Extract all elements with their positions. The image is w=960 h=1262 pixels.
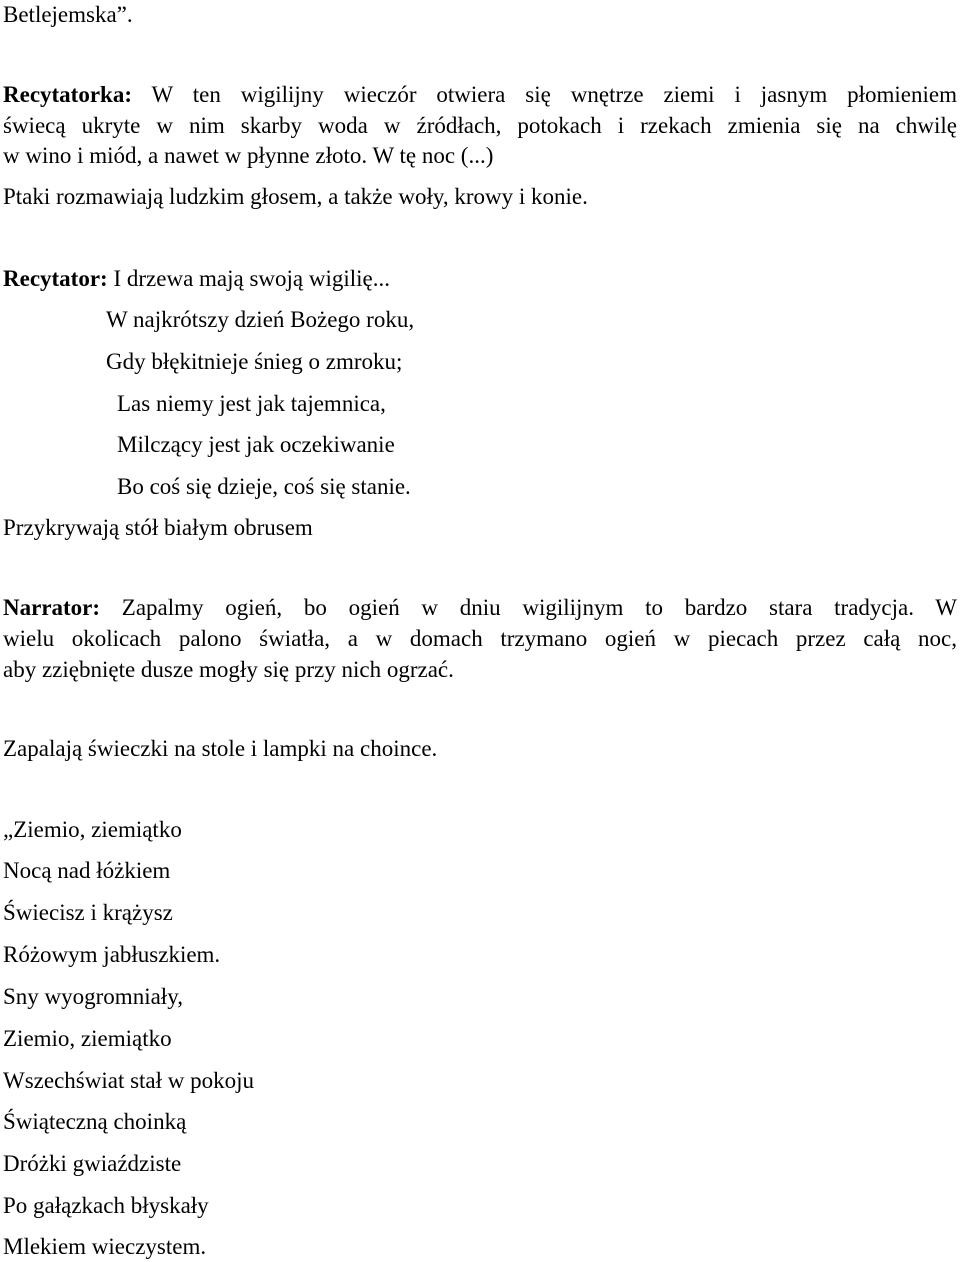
recytatorka-text-1: W ten wigilijny wieczór otwiera się wnętrze ziemi i jasnym płomieniem [151, 82, 957, 107]
recytator-text-1: I drzewa mają swoją wigilię... [113, 266, 391, 291]
poem2-line-7: Wszechświat stał w pokoju [3, 1068, 255, 1093]
poem2-line-6: Ziemio, ziemiątko [3, 1026, 172, 1051]
recytatorka-line-3: w wino i miód, a nawet w płynne złoto. W tę noc (...) [3, 143, 494, 168]
poem2-line-8: Świąteczną choinką [3, 1109, 187, 1134]
narrator-line-2: wielu okolicach palono światła, a w domach trzymano ogień w piecach przez całą noc, [3, 626, 957, 651]
poem2-line-2: Nocą nad łóżkiem [3, 858, 171, 883]
opening-line: Betlejemska”. [3, 2, 133, 27]
poem2-line-9: Dróżki gwiaździste [3, 1151, 182, 1176]
poem1-line-1: W najkrótszy dzień Bożego roku, [106, 307, 415, 332]
poem1-line-3: Las niemy jest jak tajemnica, [117, 391, 386, 416]
recytator-line-1 [3, 264, 390, 294]
poem2-line-11: Mlekiem wieczystem. [3, 1234, 207, 1259]
poem2-line-4: Różowym jabłuszkiem. [3, 942, 221, 967]
stage-direction-1: Przykrywają stół białym obrusem [3, 515, 313, 540]
narrator-text-1: Zapalmy ogień, bo ogień w dniu wigilijnym to bardzo stara tradycja. W [121, 595, 957, 620]
narrator-line-3: aby zziębnięte dusze mogły się przy nich ogrzać. [3, 657, 454, 682]
poem2-line-1: „Ziemio, ziemiątko [3, 817, 182, 842]
stage-direction-2: Zapalają świeczki na stole i lampki na choince. [3, 736, 438, 761]
poem1-line-2: Gdy błękitnieje śnieg o zmroku; [106, 349, 403, 374]
poem2-line-3: Świecisz i krążysz [3, 900, 173, 925]
recytatorka-line-1 [3, 80, 957, 110]
speaker-recytator: Recytator: [3, 266, 108, 291]
narrator-line-1 [3, 593, 957, 623]
poem2-line-10: Po gałązkach błyskały [3, 1193, 209, 1218]
poem1-line-5: Bo coś się dzieje, coś się stanie. [117, 474, 411, 499]
poem2-line-5: Sny wyogromniały, [3, 984, 183, 1009]
poem1-line-4: Milczący jest jak oczekiwanie [117, 432, 395, 457]
speaker-recytatorka: Recytatorka: [3, 82, 133, 107]
speaker-narrator: Narrator: [3, 595, 101, 620]
recytatorka-line-2: świecą ukryte w nim skarby woda w źródłach, potokach i rzekach zmienia się na chwilę [3, 113, 957, 138]
recytatorka-line-4: Ptaki rozmawiają ludzkim głosem, a także woły, krowy i konie. [3, 184, 588, 209]
